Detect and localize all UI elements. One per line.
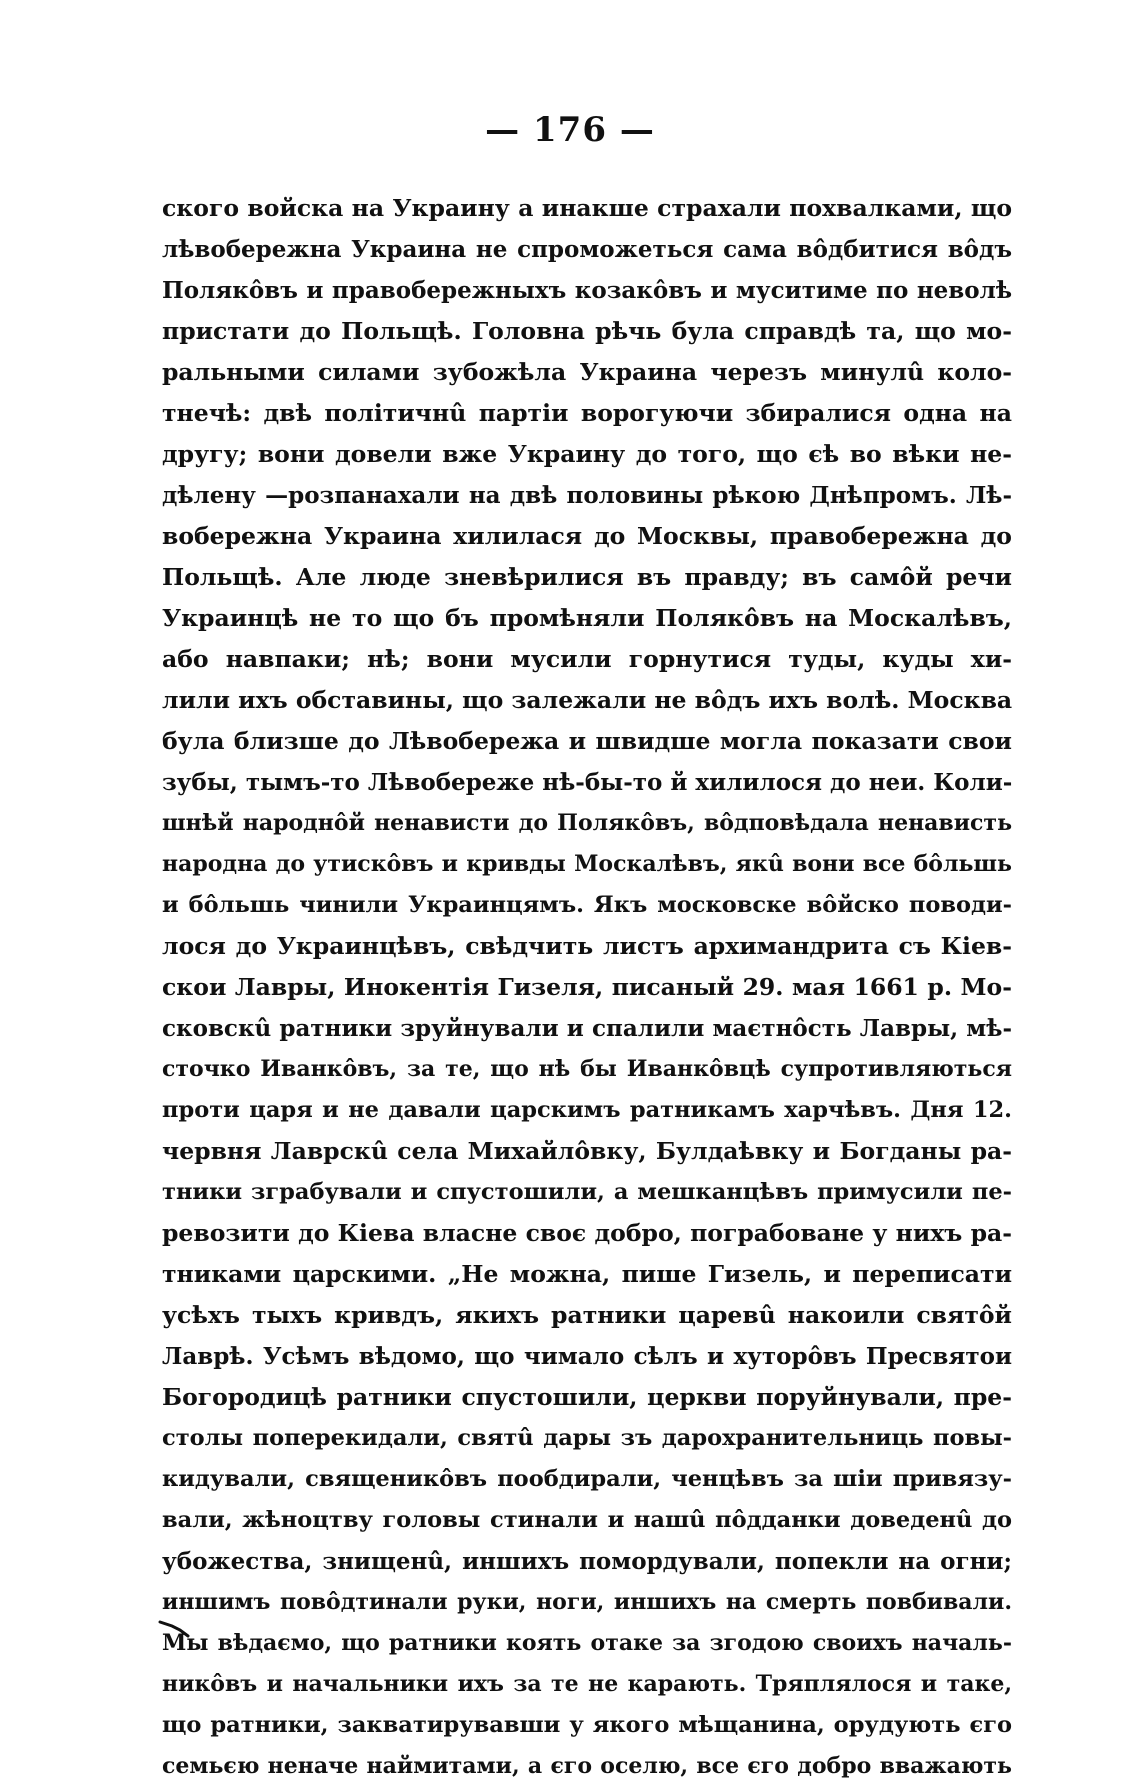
text-line: або навпаки; нѣ; вони мусили горнутися туды, куды хи- <box>162 645 1012 673</box>
text-line: семьєю неначе наймитами, а єго оселю, все єго добро вважають <box>162 1753 1012 1779</box>
text-line: тнечѣ: двѣ політичнû партіи ворогуючи збиралися одна на <box>162 399 1012 427</box>
text-line: зубы, тымъ-то Лѣвобереже нѣ-бы-то й хилилося до неи. Коли- <box>162 769 1012 796</box>
text-line: ского войска на Украину а инакше страхали похвалками, що <box>162 194 1012 222</box>
text-line: ральными силами зубожѣла Украина черезъ минулû коло- <box>162 358 1012 386</box>
text-line: сковскû ратники зруйнували и спалили маєтнôсть Лавры, мѣ- <box>162 1015 1012 1042</box>
text-line: Богородицѣ ратники спустошили, церкви поруйнували, пре- <box>162 1383 1012 1411</box>
text-line: иншимъ повôдтинали руки, ноги, иншихъ на смерть повбивали. <box>162 1589 1012 1615</box>
text-line: пристати до Польщѣ. Головна рѣчь була справдѣ та, що мо- <box>162 317 1012 345</box>
text-line: столы поперекидали, святû дары зъ дарохранительниць повы- <box>162 1425 1012 1451</box>
text-line: шнѣй народнôй ненависти до Полякôвъ, вôдповѣдала ненависть <box>162 810 1012 836</box>
text-line: усѣхъ тыхъ кривдъ, якихъ ратники царевû накоили святôй <box>162 1301 1012 1329</box>
text-line: червня Лаврскû села Михайлôвку, Булдаѣвку и Богданы ра- <box>162 1137 1012 1165</box>
text-line: ревозити до Кіева власне своє добро, пограбоване у нихъ ра- <box>162 1219 1012 1247</box>
text-line: Польщѣ. Але люде зневѣрилися въ правду; въ самôй речи <box>162 563 1012 591</box>
text-line: Мы вѣдаємо, що ратники коять отаке за згодою своихъ началь- <box>162 1630 1012 1656</box>
text-line: дѣлену —розпанахали на двѣ половины рѣкою Днѣпромъ. Лѣ- <box>162 482 1012 509</box>
text-line: Украинцѣ не то що бъ промѣняли Полякôвъ на Москалѣвъ, <box>162 604 1012 632</box>
text-line: була близше до Лѣвобережа и швидше могла показати свои <box>162 727 1012 755</box>
text-line: кидували, священикôвъ пообдирали, ченцѣвъ за шіи привязу- <box>162 1466 1012 1492</box>
text-line: вали, жѣноцтву головы стинали и нашû пôдданки доведенû до <box>162 1507 1012 1533</box>
text-line: сточко Иванкôвъ, за те, що нѣ бы Иванкôвцѣ супротивляються <box>162 1056 1012 1082</box>
page-number: — 176 — <box>485 110 655 150</box>
text-line: що ратники, закватирувавши у якого мѣщанина, орудують єго <box>162 1712 1012 1738</box>
text-line: Лаврѣ. Усѣмъ вѣдомо, що чимало сѣлъ и хуторôвъ Пресвятои <box>162 1343 1012 1370</box>
text-line: никôвъ и начальники ихъ за те не карають. Тряплялося и таке, <box>162 1671 1012 1697</box>
text-line: убожества, знищенû, иншихъ помордували, попекли на огни; <box>162 1548 1012 1575</box>
text-line: лося до Украинцѣвъ, свѣдчить листъ архимандрита съ Кіев- <box>162 932 1012 960</box>
text-line: народна до утискôвъ и кривды Москалѣвъ, якû вони все бôльшь <box>162 851 1012 877</box>
body-text <box>162 188 1012 1787</box>
scan-artifact-mark <box>158 1618 198 1638</box>
text-line: лѣвобережна Украина не спроможеться сама вôдбитися вôдъ <box>162 236 1012 263</box>
text-line: скои Лавры, Инокентія Гизеля, писаный 29. мая 1661 р. Мо- <box>162 973 1012 1001</box>
text-line: другу; вони довели вже Украину до того, що єѣ во вѣки не- <box>162 440 1012 468</box>
text-line: и бôльшь чинили Украинцямъ. Якъ московске вôйско поводи- <box>162 892 1012 918</box>
text-line: вобережна Украина хилилася до Москвы, правобережна до <box>162 522 1012 550</box>
text-line: проти царя и не давали царскимъ ратникамъ харчѣвъ. Дня 12. <box>162 1097 1012 1123</box>
text-line: тниками царскими. „Не можна, пише Гизель, и переписати <box>162 1260 1012 1288</box>
text-line: тники зграбували и спустошили, а мешканцѣвъ примусили пе- <box>162 1179 1012 1205</box>
text-line: лили ихъ обставины, що залежали не вôдъ ихъ волѣ. Москва <box>162 686 1012 714</box>
text-line: Полякôвъ и правобережныхъ козакôвъ и муситиме по неволѣ <box>162 277 1012 304</box>
